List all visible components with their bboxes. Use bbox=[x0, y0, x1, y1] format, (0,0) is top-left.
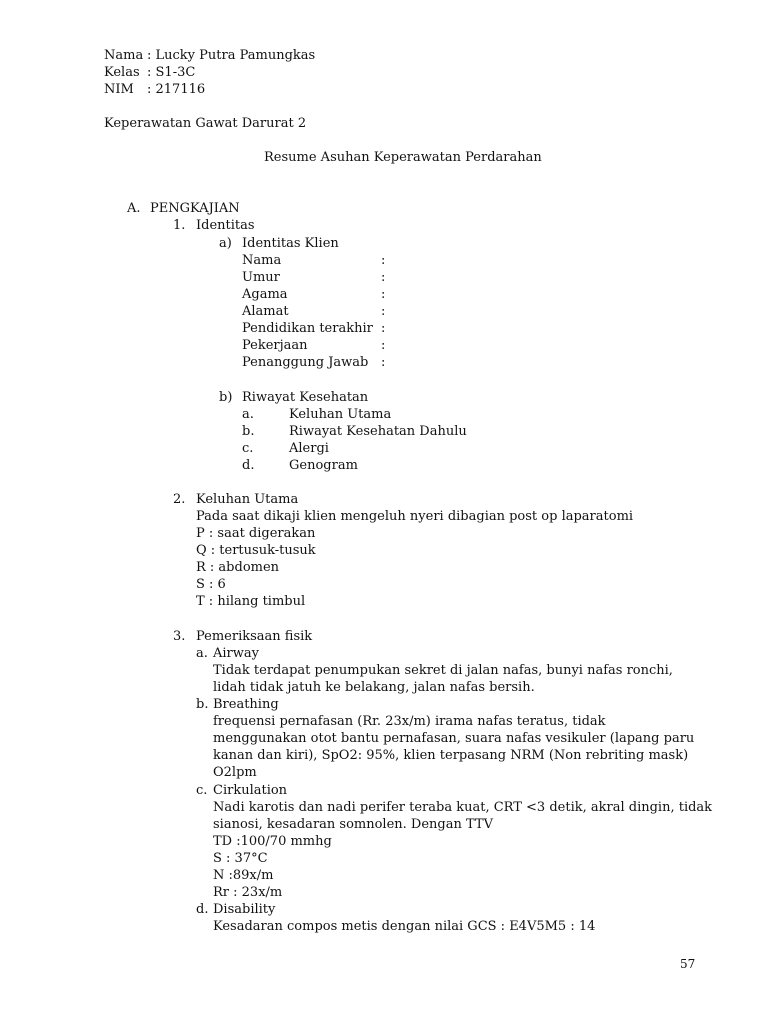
riwayat-title: Riwayat Kesehatan bbox=[242, 390, 369, 405]
keluhan-line: R : abdomen bbox=[196, 560, 280, 575]
riwayat-item-label: Riwayat Kesehatan Dahulu bbox=[289, 424, 467, 439]
course-title: Keperawatan Gawat Darurat 2 bbox=[104, 116, 307, 131]
identitas-klien-marker: a) bbox=[219, 236, 232, 251]
item-1-title: Identitas bbox=[196, 218, 255, 233]
breathing-title: Breathing bbox=[213, 697, 279, 712]
keluhan-line: T : hilang timbul bbox=[196, 594, 306, 609]
field-label: Penanggung Jawab bbox=[242, 355, 369, 370]
header-nim-label: NIM bbox=[104, 82, 134, 97]
item-2-number: 2. bbox=[173, 492, 186, 507]
breathing-line: menggunakan otot bantu pernafasan, suara nafas vesikuler (lapang paru bbox=[213, 731, 695, 746]
header-kelas-label: Kelas bbox=[104, 65, 140, 80]
field-separator: : bbox=[381, 304, 386, 319]
riwayat-item-label: Genogram bbox=[289, 458, 358, 473]
field-separator: : bbox=[381, 253, 386, 268]
field-label: Alamat bbox=[242, 304, 289, 319]
field-separator: : bbox=[381, 270, 386, 285]
item-2-title: Keluhan Utama bbox=[196, 492, 299, 507]
breathing-line: O2lpm bbox=[213, 765, 257, 780]
riwayat-item-label: Alergi bbox=[289, 441, 329, 456]
field-separator: : bbox=[381, 355, 386, 370]
field-label: Pekerjaan bbox=[242, 338, 308, 353]
circulation-line: TD :100/70 mmhg bbox=[213, 834, 332, 849]
riwayat-item-marker: b. bbox=[242, 424, 255, 439]
disability-line: Kesadaran compos metis dengan nilai GCS : E4V5M5 : 14 bbox=[213, 919, 596, 934]
field-separator: : bbox=[381, 287, 386, 302]
keluhan-line: P : saat digerakan bbox=[196, 526, 316, 541]
field-label: Pendidikan terakhir bbox=[242, 321, 373, 336]
circulation-line: N :89x/m bbox=[213, 868, 274, 883]
circulation-line: Rr : 23x/m bbox=[213, 885, 283, 900]
keluhan-line: Pada saat dikaji klien mengeluh nyeri dibagian post op laparatomi bbox=[196, 509, 634, 524]
circulation-line: sianosi, kesadaran somnolen. Dengan TTV bbox=[213, 817, 493, 832]
header-nama-value: : Lucky Putra Pamungkas bbox=[147, 48, 316, 63]
field-separator: : bbox=[381, 338, 386, 353]
header-kelas-value: : S1-3C bbox=[147, 65, 196, 80]
breathing-line: frequensi pernafasan (Rr. 23x/m) irama nafas teratus, tidak bbox=[213, 714, 606, 729]
header-nim-value: : 217116 bbox=[147, 82, 206, 97]
riwayat-item-marker: c. bbox=[242, 441, 254, 456]
disability-marker: d. bbox=[196, 902, 209, 917]
document-title: Resume Asuhan Keperawatan Perdarahan bbox=[264, 150, 542, 165]
airway-line: lidah tidak jatuh ke belakang, jalan nafas bersih. bbox=[213, 680, 535, 695]
keluhan-line: S : 6 bbox=[196, 577, 226, 592]
riwayat-marker: b) bbox=[219, 390, 233, 405]
field-label: Agama bbox=[242, 287, 288, 302]
airway-line: Tidak terdapat penumpukan sekret di jalan nafas, bunyi nafas ronchi, bbox=[213, 663, 673, 678]
breathing-marker: b. bbox=[196, 697, 209, 712]
field-label: Nama bbox=[242, 253, 282, 268]
item-3-number: 3. bbox=[173, 629, 186, 644]
header-nama-label: Nama bbox=[104, 48, 144, 63]
breathing-line: kanan dan kiri), SpO2: 95%, klien terpasang NRM (Non rebriting mask) bbox=[213, 748, 689, 763]
riwayat-item-label: Keluhan Utama bbox=[289, 407, 392, 422]
field-label: Umur bbox=[242, 270, 280, 285]
field-separator: : bbox=[381, 321, 386, 336]
riwayat-item-marker: d. bbox=[242, 458, 255, 473]
page-number: 57 bbox=[680, 957, 696, 971]
circulation-title: Cirkulation bbox=[213, 783, 288, 798]
item-1-number: 1. bbox=[173, 218, 186, 233]
riwayat-item-marker: a. bbox=[242, 407, 254, 422]
disability-title: Disability bbox=[213, 902, 276, 917]
circulation-line: Nadi karotis dan nadi perifer teraba kuat, CRT <3 detik, akral dingin, tidak bbox=[213, 800, 713, 815]
circulation-marker: c. bbox=[196, 783, 208, 798]
identitas-klien-title: Identitas Klien bbox=[242, 236, 339, 251]
section-a-title: PENGKAJIAN bbox=[150, 201, 240, 216]
section-a-marker: A. bbox=[127, 201, 141, 216]
circulation-line: S : 37°C bbox=[213, 851, 268, 866]
airway-marker: a. bbox=[196, 646, 208, 661]
keluhan-line: Q : tertusuk-tusuk bbox=[196, 543, 316, 558]
item-3-title: Pemeriksaan fisik bbox=[196, 629, 313, 644]
airway-title: Airway bbox=[213, 646, 259, 661]
